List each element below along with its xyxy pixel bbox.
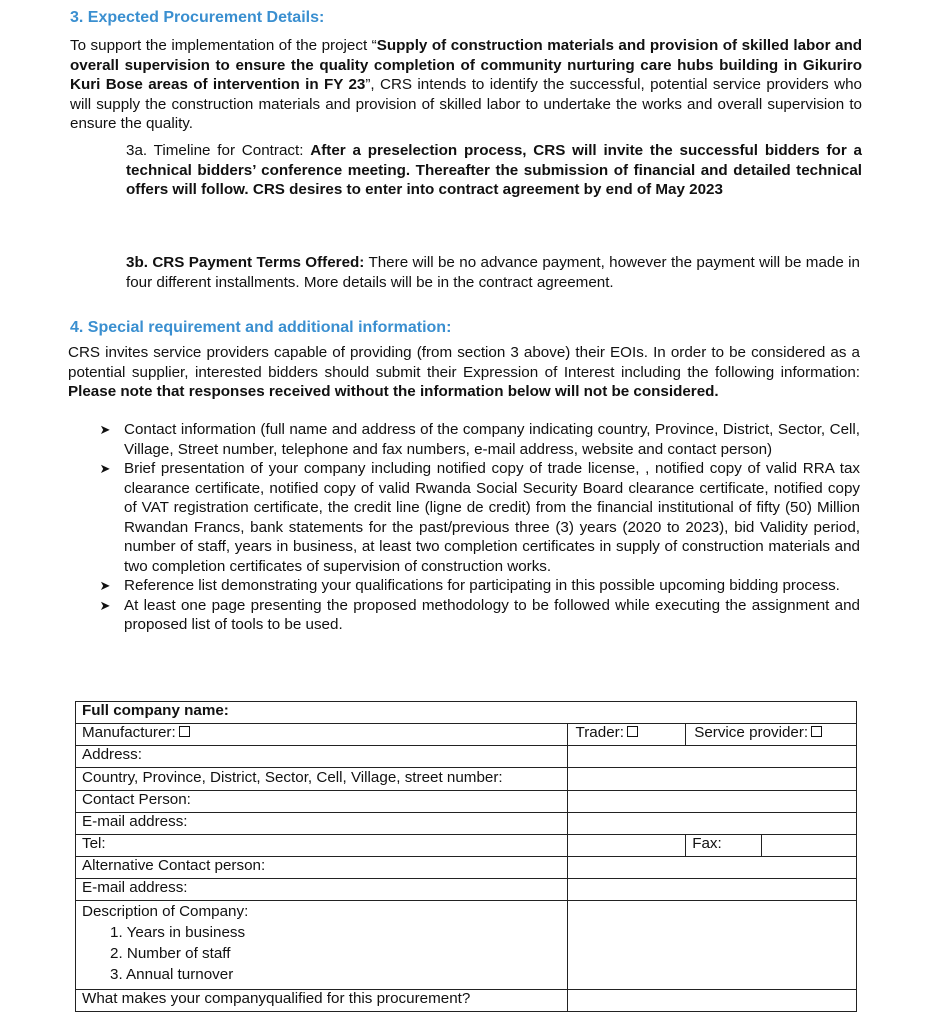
desc-item-turnover: 3. Annual turnover xyxy=(110,966,234,983)
description-label: Description of Company: xyxy=(82,903,249,920)
requirements-list xyxy=(96,420,860,635)
contact-person-label: Contact Person: xyxy=(76,791,568,813)
fax-label: Fax: xyxy=(686,835,762,857)
address-label: Address: xyxy=(76,746,568,768)
description-field[interactable] xyxy=(567,901,856,990)
country-line-field[interactable] xyxy=(567,768,856,791)
arrowhead-bullet-icon: ➤ xyxy=(99,422,111,437)
alt-contact-label: Alternative Contact person: xyxy=(76,857,568,879)
section-3-heading: 3. Expected Procurement Details: xyxy=(70,9,325,26)
trader-cell xyxy=(567,724,686,746)
contact-person-field[interactable] xyxy=(567,791,856,813)
manufacturer-checkbox[interactable] xyxy=(179,726,190,737)
section-4-intro: CRS invites service providers capable of providing (from section 3 above) their EOIs. In order to be considered as a potential supplier, interested bidders should submit their Expression of Interest including the following information: Please note that responses received without the information below will not be considered. xyxy=(68,344,860,400)
desc-item-years: 1. Years in business xyxy=(110,924,246,941)
email2-label: E-mail address: xyxy=(76,879,568,901)
tel-field[interactable] xyxy=(567,835,686,857)
service-provider-checkbox[interactable] xyxy=(811,726,822,737)
arrowhead-bullet-icon: ➤ xyxy=(99,597,111,613)
tel-label: Tel: xyxy=(76,835,568,857)
country-line-label: Country, Province, District, Sector, Cell, Village, street number: xyxy=(76,768,568,791)
requirement-item xyxy=(96,596,860,635)
qualified-field[interactable] xyxy=(567,990,856,1012)
trader-checkbox[interactable] xyxy=(627,726,638,737)
alt-contact-field[interactable] xyxy=(567,857,856,879)
company-information-form xyxy=(75,701,857,1012)
timeline-paragraph: 3a. Timeline for Contract: After a preselection process, CRS will invite the successful bidders for a technical bidders’ conference meeting. Thereafter the submission of financial and detailed technical offers will follow. CRS desires to enter into contract agreement by end of May 2023 xyxy=(126,142,862,198)
fax-field[interactable] xyxy=(762,835,857,857)
service-provider-cell xyxy=(686,724,857,746)
section-4-heading: 4. Special requirement and additional information: xyxy=(70,319,452,336)
requirement-text: Reference list demonstrating your qualifications for participating in this possible upcoming bidding process. xyxy=(124,577,840,594)
arrowhead-bullet-icon: ➤ xyxy=(99,461,111,476)
section-3-intro: To support the implementation of the project “Supply of construction materials and provision of skilled labor and overall supervision to ensure the quality completion of community nurturing care hubs building in Gikuriro Kuri Bose areas of intervention in FY 23”, CRS intends to identify the successful, potential service providers who will supply the construction materials and provision of skilled labor to undertake the works and overall supervision to ensure the quality. xyxy=(70,37,862,132)
requirement-item xyxy=(96,420,860,459)
trader-label: Trader: xyxy=(575,724,624,741)
email-label: E-mail address: xyxy=(76,813,568,835)
manufacturer-label: Manufacturer: xyxy=(82,724,176,741)
requirement-text: At least one page presenting the proposed methodology to be followed while executing the assignment and proposed list of tools to be used. xyxy=(124,596,860,633)
service-provider-label: Service provider: xyxy=(694,724,809,741)
email2-field[interactable] xyxy=(567,879,856,901)
description-cell xyxy=(76,901,568,990)
requirement-item xyxy=(96,576,860,596)
requirement-text: Brief presentation of your company including notified copy of trade license, , notified copy of valid RRA tax clearance certificate, notified copy of valid Rwanda Social Security Board clearance certificate, notified copy of VAT registration certificate, the credit line (ligne de credit) from the financial institutional of fifty (50) Million Rwandan Francs, bank statements for the past/previous three (3) years (2020 to 2023), bid Validity period, number of staff, years in business, at least two completion certificates in supply of construction materials and two completion certificates of supervision of construction works. xyxy=(124,460,860,575)
full-company-name-label: Full company name: xyxy=(76,702,857,724)
payment-terms-paragraph: 3b. CRS Payment Terms Offered: There will be no advance payment, however the payment will be made in four different installments. More details will be in the contract agreement. xyxy=(126,254,860,291)
requirement-item xyxy=(96,459,860,576)
manufacturer-cell xyxy=(76,724,568,746)
arrowhead-bullet-icon: ➤ xyxy=(99,578,111,593)
requirement-text: Contact information (full name and address of the company indicating country, Province, District, Sector, Cell, Village, Street number, telephone and fax numbers, e-mail address, website and contact person) xyxy=(124,421,860,458)
address-field[interactable] xyxy=(567,746,856,768)
email-field[interactable] xyxy=(567,813,856,835)
desc-item-staff: 2. Number of staff xyxy=(110,945,231,962)
qualified-label: What makes your companyqualified for this procurement? xyxy=(76,990,568,1012)
